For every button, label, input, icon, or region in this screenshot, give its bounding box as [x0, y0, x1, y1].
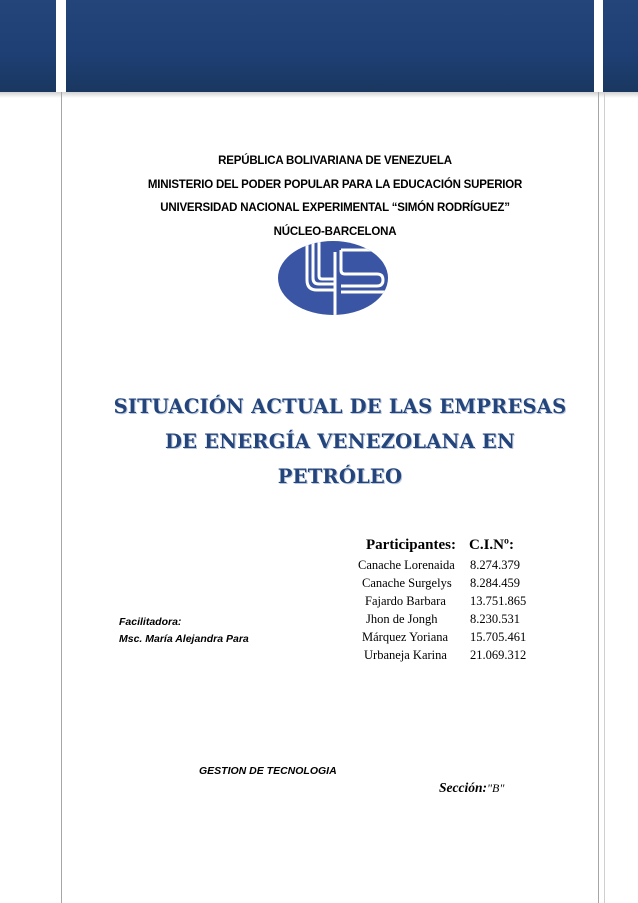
participant-ci: 8.284.459 [470, 576, 520, 590]
facilitator-label: Facilitadora: [119, 616, 182, 628]
participant-name: Jhon de Jongh [366, 612, 438, 626]
facilitator-block [119, 614, 249, 648]
header-band-shadow [0, 92, 638, 98]
title-line-3: PETRÓLEO [277, 465, 403, 488]
institution-line-campus: NÚCLEO-BARCELONA [273, 225, 397, 238]
participant-row [356, 594, 596, 612]
participant-name: Canache Lorenaida [358, 558, 455, 572]
participant-ci: 8.274.379 [470, 558, 520, 572]
title-line-1: SITUACIÓN ACTUAL DE LAS EMPRESAS [113, 395, 567, 418]
participant-row [356, 612, 596, 630]
institution-line-university: UNIVERSIDAD NACIONAL EXPERIMENTAL “SIMÓN RODRÍGUEZ” [160, 202, 510, 214]
participants-header: Participantes: [366, 537, 456, 553]
section-info [439, 780, 504, 796]
participant-name: Canache Surgelys [362, 576, 452, 590]
section-label: Sección: [439, 780, 487, 795]
participant-ci: 21.069.312 [470, 648, 527, 662]
header-band-left [0, 0, 56, 92]
participant-name: Urbaneja Karina [364, 648, 447, 662]
section-value: "B" [487, 781, 505, 795]
ci-header: C.I.Nº: [469, 537, 514, 553]
facilitator-name: Msc. María Alejandra Para [119, 633, 249, 645]
participant-ci: 13.751.865 [470, 594, 527, 608]
header-band-right [603, 0, 638, 92]
participant-name: Márquez Yoriana [362, 630, 449, 644]
document-title [110, 389, 570, 494]
right-margin-line [598, 92, 599, 903]
participant-ci: 8.230.531 [470, 612, 520, 626]
institution-line-republic: REPÚBLICA BOLIVARIANA DE VENEZUELA [218, 155, 452, 167]
participant-row [356, 576, 596, 594]
title-line-2: DE ENERGÍA VENEZOLANA EN [165, 430, 515, 453]
participant-row [356, 648, 596, 666]
right-margin-line-outer [604, 92, 605, 903]
participant-name: Fajardo Barbara [365, 594, 446, 608]
institution-line-ministry: MINISTERIO DEL PODER POPULAR PARA LA EDUCACIÓN SUPERIOR [147, 178, 523, 191]
university-logo-icon [277, 240, 389, 316]
header-band-center [66, 0, 594, 92]
institution-header [100, 150, 570, 244]
course-name: GESTION DE TECNOLOGIA [199, 765, 337, 777]
participant-ci: 15.705.461 [470, 630, 527, 644]
participant-row [356, 630, 596, 648]
left-margin-line [61, 92, 62, 903]
participant-row [356, 558, 596, 576]
